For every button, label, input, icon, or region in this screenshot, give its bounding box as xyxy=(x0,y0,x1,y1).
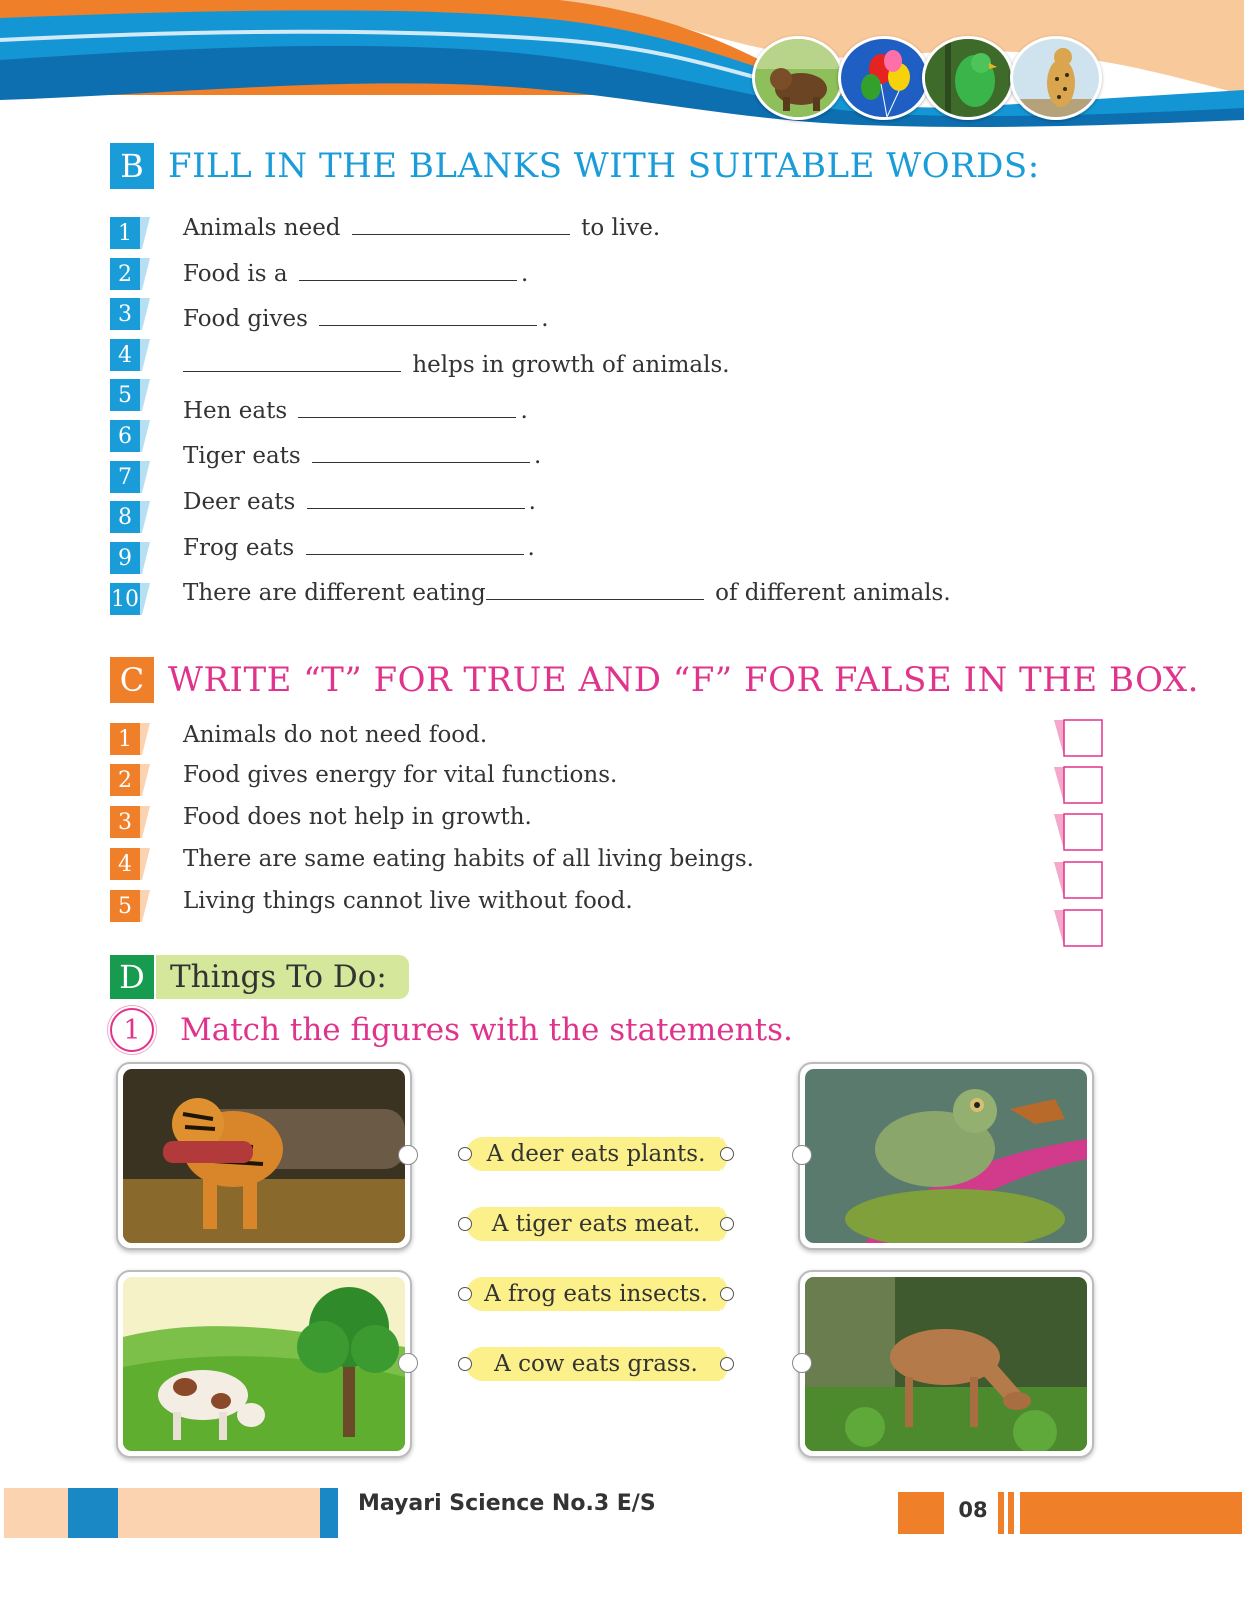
activity-number: 1 xyxy=(110,1008,154,1052)
tf-number-badge: 5 xyxy=(110,890,150,922)
fib-sentence: Tiger eats . xyxy=(183,443,542,469)
deer-eating-plants-image xyxy=(798,1270,1094,1458)
answer-blank[interactable] xyxy=(183,352,401,372)
answer-blank[interactable] xyxy=(486,580,704,600)
statement-left-connector[interactable] xyxy=(458,1287,472,1301)
fib-item-6 xyxy=(110,419,150,453)
statement-right-connector[interactable] xyxy=(720,1287,734,1301)
fib-number-badge: 1 xyxy=(110,217,150,249)
tiger-eating-meat-image xyxy=(116,1062,412,1250)
section-d-letter: D xyxy=(110,955,154,999)
statement-text: A deer eats plants. xyxy=(486,1141,706,1167)
statement-text: A cow eats grass. xyxy=(494,1351,698,1377)
fib-sentence: Animals need to live. xyxy=(183,215,661,241)
balloons-photo xyxy=(838,36,930,120)
section-b-title: FILL IN THE BLANKS WITH SUITABLE WORDS: xyxy=(168,146,1040,186)
tiger-image-connector[interactable] xyxy=(398,1145,418,1165)
tf-number-badge: 4 xyxy=(110,848,150,880)
frog-eating-insect-image xyxy=(798,1062,1094,1250)
statement-pill-2 xyxy=(458,1206,734,1242)
page-header xyxy=(0,0,1244,135)
tf-statement: Food does not help in growth. xyxy=(183,804,532,830)
fib-item-7 xyxy=(110,460,150,494)
tf-item-2 xyxy=(110,763,150,797)
parrot-photo xyxy=(922,36,1014,120)
fib-sentence: There are different eating of different animals. xyxy=(183,580,951,606)
fib-number-badge: 2 xyxy=(110,258,150,290)
fib-item-2 xyxy=(110,257,150,291)
fib-sentence: Food gives . xyxy=(183,306,549,332)
section-b-header xyxy=(110,143,1040,189)
page-number: 08 xyxy=(958,1498,988,1522)
tf-number-badge: 1 xyxy=(110,723,150,755)
tf-answer-box-3[interactable] xyxy=(1054,812,1104,852)
fib-item-5 xyxy=(110,378,150,412)
answer-blank[interactable] xyxy=(352,215,570,235)
section-d-title: Things To Do: xyxy=(156,955,409,999)
answer-blank[interactable] xyxy=(312,443,530,463)
activity-heading xyxy=(110,1008,793,1052)
frog-image-connector[interactable] xyxy=(792,1145,812,1165)
statement-pill-3 xyxy=(458,1276,734,1312)
tf-number-badge: 2 xyxy=(110,764,150,796)
answer-blank[interactable] xyxy=(307,489,525,509)
cow-eating-grass-image xyxy=(116,1270,412,1458)
section-c-title: WRITE “T” FOR TRUE AND “F” FOR FALSE IN THE BOX. xyxy=(168,660,1199,700)
fib-number-badge: 3 xyxy=(110,298,150,330)
fib-item-4 xyxy=(110,338,150,372)
fib-number-badge: 6 xyxy=(110,420,150,452)
tf-answer-box-2[interactable] xyxy=(1054,765,1104,805)
fib-item-8 xyxy=(110,500,150,534)
fib-sentence: Deer eats . xyxy=(183,489,536,515)
activity-title: Match the figures with the statements. xyxy=(180,1012,793,1048)
answer-blank[interactable] xyxy=(306,535,524,555)
statement-right-connector[interactable] xyxy=(720,1147,734,1161)
statement-right-connector[interactable] xyxy=(720,1217,734,1231)
fib-item-10 xyxy=(110,582,150,616)
answer-blank[interactable] xyxy=(298,398,516,418)
tf-item-1 xyxy=(110,722,150,756)
statement-text: A frog eats insects. xyxy=(484,1281,708,1307)
tf-statement: Animals do not need food. xyxy=(183,722,488,748)
tf-answer-box-4[interactable] xyxy=(1054,860,1104,900)
fib-number-badge: 4 xyxy=(110,339,150,371)
tf-item-4 xyxy=(110,847,150,881)
fib-sentence: Hen eats . xyxy=(183,398,528,424)
fib-sentence: Frog eats . xyxy=(183,535,535,561)
section-b-letter: B xyxy=(110,143,154,189)
statement-left-connector[interactable] xyxy=(458,1147,472,1161)
tf-statement: Food gives energy for vital functions. xyxy=(183,762,618,788)
section-c-letter: C xyxy=(110,657,154,703)
fib-number-badge: 5 xyxy=(110,379,150,411)
statement-pill-4 xyxy=(458,1346,734,1382)
statement-left-connector[interactable] xyxy=(458,1357,472,1371)
deer-image-connector[interactable] xyxy=(792,1353,812,1373)
cow-image-connector[interactable] xyxy=(398,1353,418,1373)
book-title: Mayari Science No.3 E/S xyxy=(358,1491,656,1516)
statement-right-connector[interactable] xyxy=(720,1357,734,1371)
statement-pill-1 xyxy=(458,1136,734,1172)
tf-item-3 xyxy=(110,805,150,839)
tf-number-badge: 3 xyxy=(110,806,150,838)
statement-text: A tiger eats meat. xyxy=(491,1211,701,1237)
answer-blank[interactable] xyxy=(299,261,517,281)
fib-sentence: helps in growth of animals. xyxy=(183,352,730,378)
fib-item-1 xyxy=(110,216,150,250)
tf-answer-box-5[interactable] xyxy=(1054,908,1104,948)
tf-answer-box-1[interactable] xyxy=(1054,718,1104,758)
section-d-header xyxy=(110,955,409,999)
tf-item-5 xyxy=(110,889,150,923)
fib-number-badge: 9 xyxy=(110,542,150,574)
fib-number-badge: 10 xyxy=(110,583,150,615)
bear-photo xyxy=(752,36,844,120)
answer-blank[interactable] xyxy=(319,306,537,326)
fib-item-3 xyxy=(110,297,150,331)
statement-left-connector[interactable] xyxy=(458,1217,472,1231)
cheetah-photo xyxy=(1010,36,1102,120)
tf-statement: There are same eating habits of all living beings. xyxy=(183,846,754,872)
fib-number-badge: 8 xyxy=(110,501,150,533)
fib-number-badge: 7 xyxy=(110,461,150,493)
tf-statement: Living things cannot live without food. xyxy=(183,888,633,914)
fib-item-9 xyxy=(110,541,150,575)
fib-sentence: Food is a . xyxy=(183,261,529,287)
section-c-header xyxy=(110,657,1199,703)
